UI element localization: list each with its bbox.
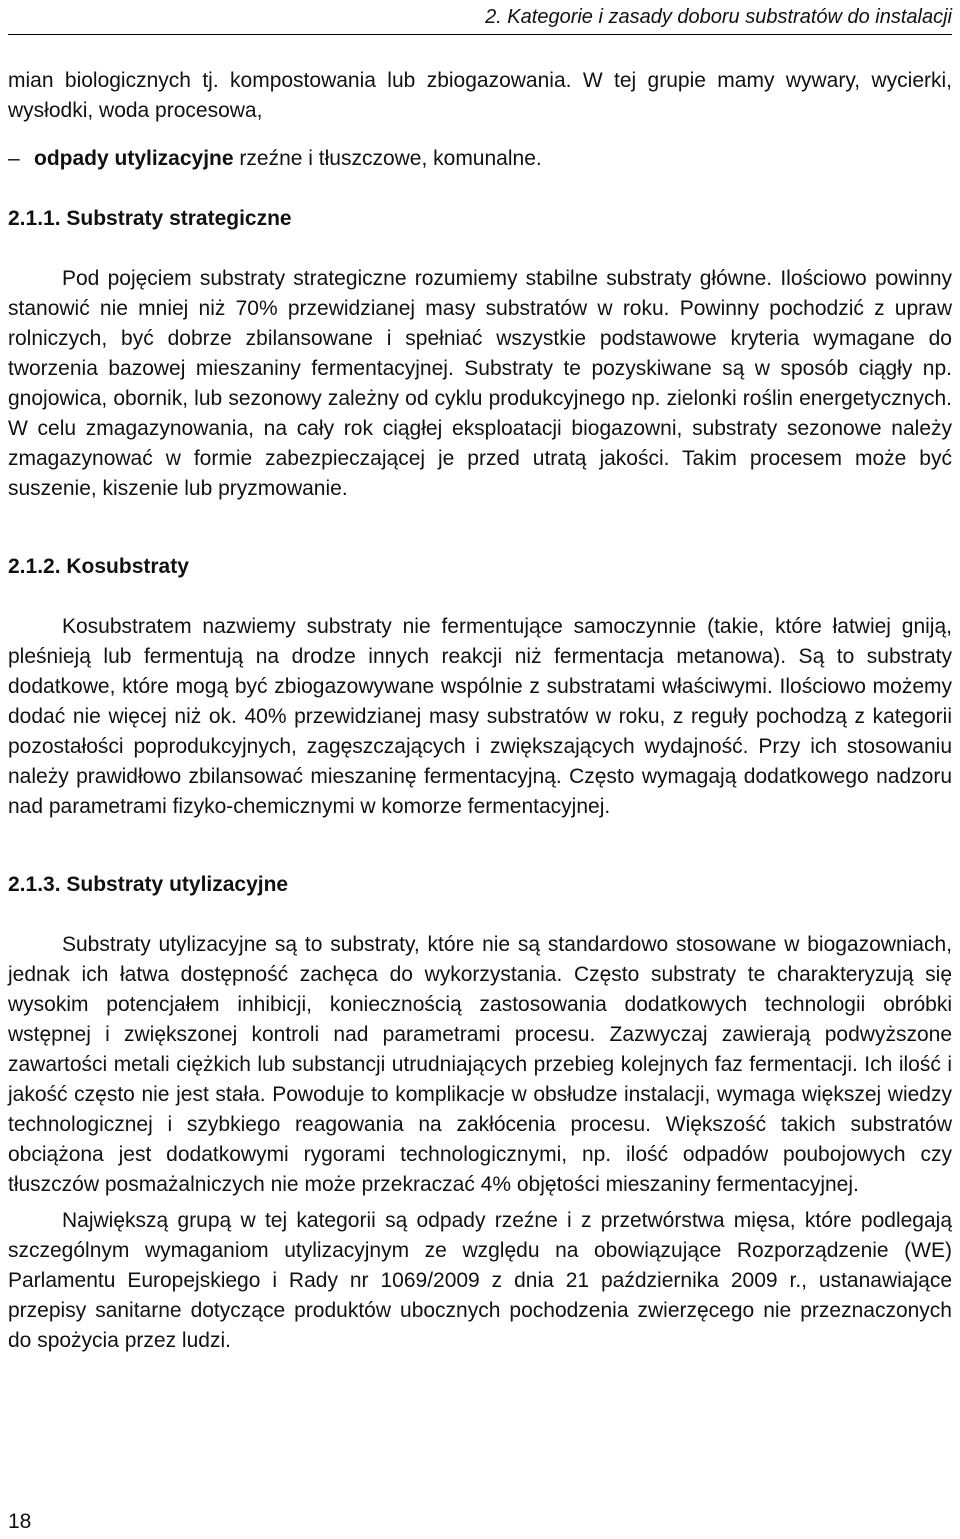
header-rule xyxy=(8,34,952,35)
section-paragraph: Kosubstratem nazwiemy substraty nie fermentujące samoczynnie (takie, które łatwiej gniją, pleśnieją lub fermentują na drodze innych reakcji niż fermentacja metanowa). Są to substraty dodatkowe, które mogą być zbiogazowywane wspólnie z substratami właściwymi. Ilościowo możemy dodać nie więcej niż ok. 40% przewidzianej masy substratów w roku, z reguły pochodzą z kategorii pozostałości poprodukcyjnych, zagęszczających i zwiększających wydajność. Przy ich stosowaniu należy prawidłowo zbilansować mieszaninę fermentacyjną. Często wymagają dodatkowego nadzoru nad parametrami fizyko-chemicznymi w komorze fermentacyjnej. xyxy=(8,615,952,818)
section-paragraph: Największą grupą w tej kategorii są odpady rzeźne i z przetwórstwa mięsa, które podlegają szczególnym wymaganiom utylizacyjnym ze względu na obowiązujące Rozporządzenie (WE) Parlamentu Europejskiego i Rady nr 1069/2009 z dnia 21 października 2009 r., ustanawiające przepisy sanitarne dotyczące produktów ubocznych pochodzenia zwierzęcego nie przeznaczonych do spożycia przez ludzi. xyxy=(8,1209,952,1352)
list-item-bold: odpady utylizacyjne xyxy=(34,147,234,170)
page-number: 18 xyxy=(8,1510,32,1533)
page-content xyxy=(8,66,952,1356)
section-heading-utilization: 2.1.3. Substraty utylizacyjne xyxy=(8,873,289,896)
intro-paragraph: mian biologicznych tj. kompostowania lub zbiogazowania. W tej grupie mamy wywary, wycierki, wysłodki, woda procesowa, xyxy=(8,69,952,122)
section-heading-cosubstrates: 2.1.2. Kosubstraty xyxy=(8,555,189,578)
list-item xyxy=(8,144,952,174)
list-dash: – xyxy=(8,147,20,170)
section-paragraph: Pod pojęciem substraty strategiczne rozumiemy stabilne substraty główne. Ilościowo powinny stanowić nie mniej niż 70% przewidzianej masy substratów w roku. Powinny pochodzić z upraw rolniczych, być dobrze zbilansowane i spełniać wszystkie podstawowe kryteria wymagane do tworzenia bazowej mieszaniny fermentacyjnej. Substraty te pozyskiwane są w sposób ciągły np. gnojowica, obornik, lub sezonowy zależny od cyklu produkcyjnego np. zielonki roślin energetycznych. W celu zmagazynowania, na cały rok ciągłej eksploatacji biogazowni, substraty sezonowe należy zmagazynować w formie zabezpieczającej je przed utratą jakości. Takim procesem może być suszenie, kiszenie lub pryzmowanie. xyxy=(8,267,952,500)
running-header: 2. Kategorie i zasady doboru substratów do instalacji xyxy=(485,6,952,28)
section-paragraph: Substraty utylizacyjne są to substraty, które nie są standardowo stosowane w biogazowniach, jednak ich łatwa dostępność zachęca do wykorzystania. Często substraty te charakteryzują się wysokim potencjałem inhibicji, koniecznością zastosowania dodatkowych technologii obróbki wstępnej i zwiększonej kontroli nad parametrami procesu. Zazwyczaj zawierają podwyższone zawartości metali ciężkich lub substancji utrudniających przebieg kolejnych faz fermentacji. Ich ilość i jakość często nie jest stała. Powoduje to komplikacje w obsłudze instalacji, wymaga większej wiedzy technologicznej i szybkiego reagowania na zakłócenia procesu. Większość takich substratów obciążona jest dodatkowymi rygorami technologicznymi, np. ilość odpadów poubojowych czy tłuszczów posmażalniczych nie może przekraczać 4% objętości mieszaniny fermentacyjnej. xyxy=(8,933,952,1196)
section-heading-strategic: 2.1.1. Substraty strategiczne xyxy=(8,207,292,230)
list-item-text: rzeźne i tłuszczowe, komunalne. xyxy=(233,147,542,170)
